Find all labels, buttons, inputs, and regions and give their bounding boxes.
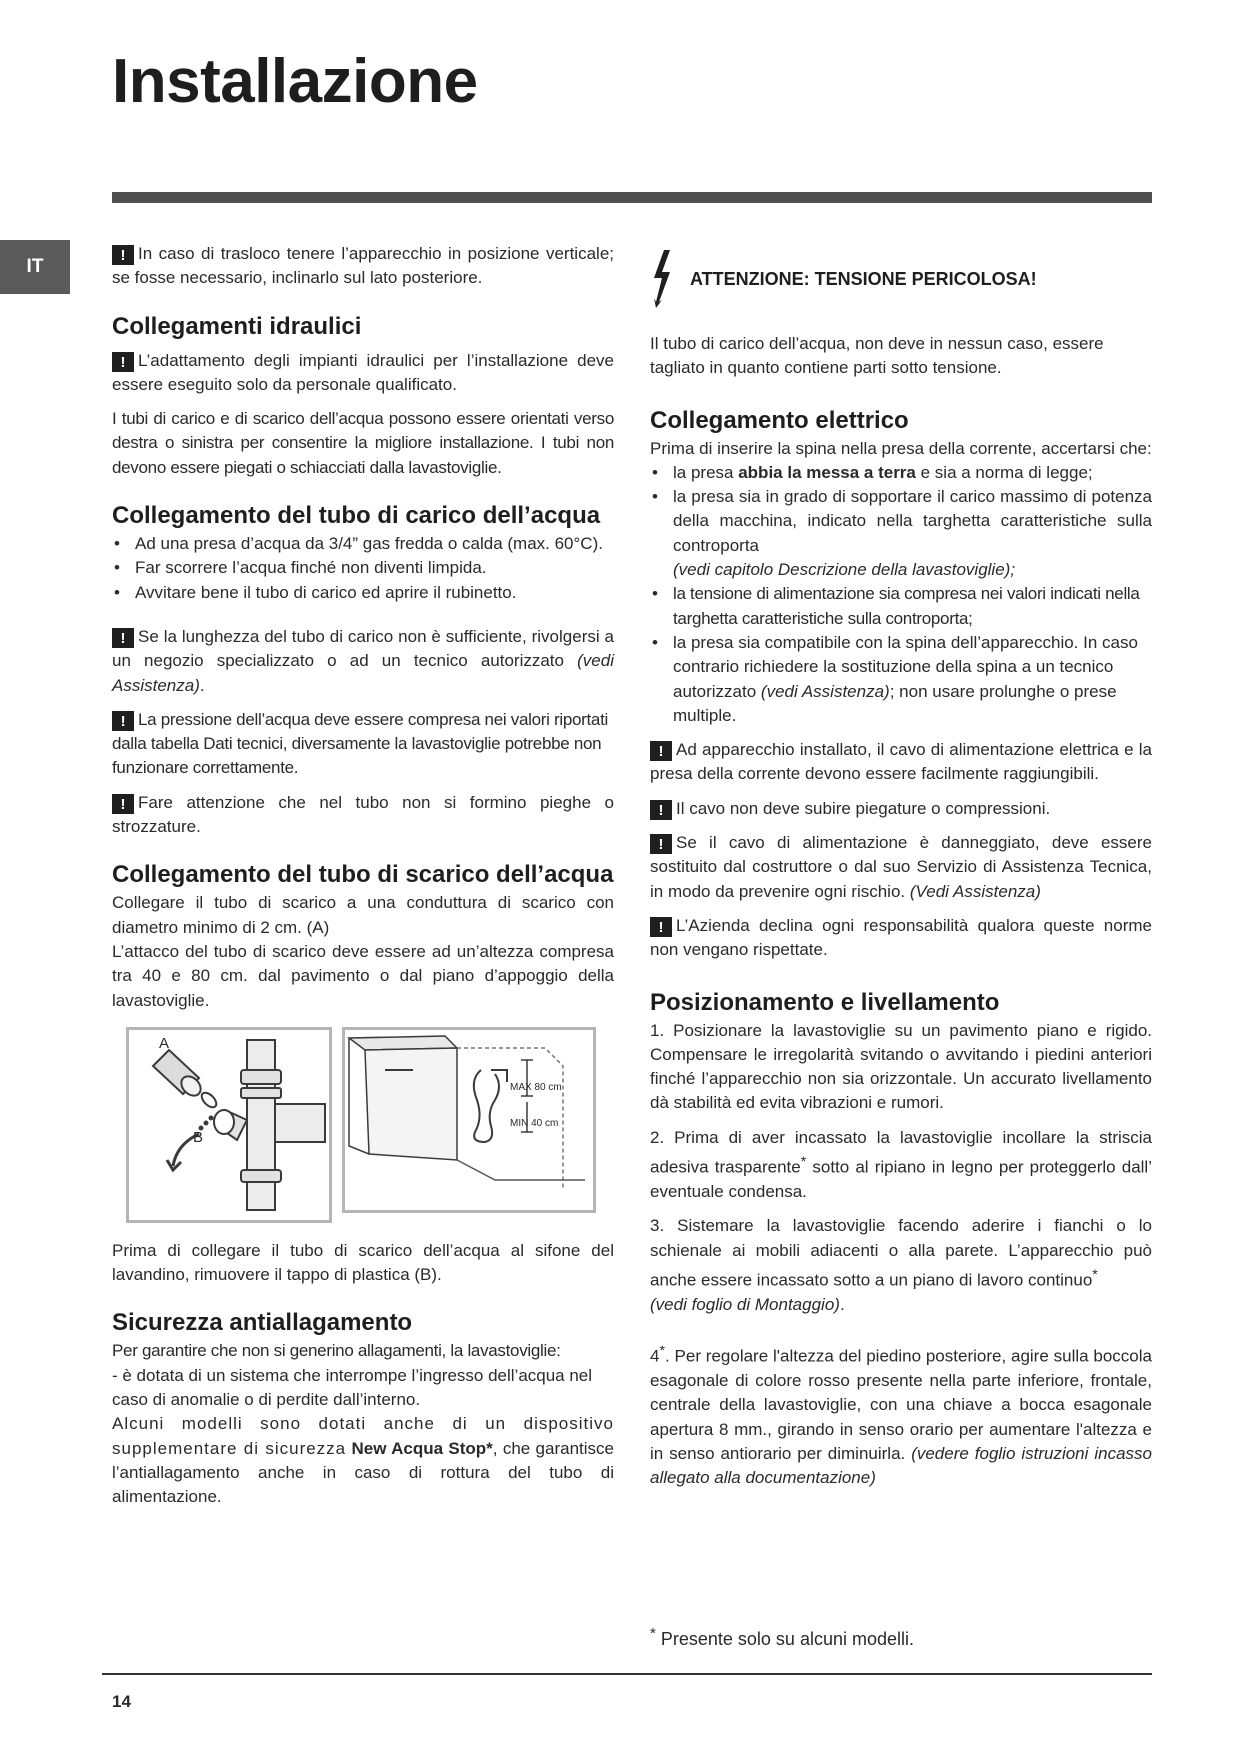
- heading-sicurezza: Sicurezza antiallagamento: [112, 1309, 413, 1337]
- warning-icon: !: [112, 628, 134, 648]
- warning-icon: !: [112, 352, 134, 372]
- sicurezza-paragraph-2: - è dotata di un sistema che interrompe l’ingresso dell’acqua nel caso di anomalie o di perdite dall’interno.: [112, 1365, 593, 1410]
- language-tab: IT: [0, 240, 70, 294]
- page-number: 14: [112, 1692, 131, 1711]
- scarico-paragraph-2: L’attacco del tubo di scarico deve essere ad un’altezza compresa tra 40 e 80 cm. dal pavimento o dal piano d’appoggio della lavastoviglie.: [112, 941, 614, 1010]
- label-a: A: [159, 1034, 170, 1052]
- elettrico-intro: Prima di inserire la spina nella presa della corrente, accertarsi che:: [650, 438, 1152, 458]
- posizionamento-paragraph-3: 3. Sistemare la lavastoviglie facendo aderire i fianchi o lo schienale ai mobili adiacenti o alla parete. L’apparecchio può anche essere incassato sotto a un piano di lavoro continuo* (vedi foglio di Montaggio).: [650, 1216, 1152, 1314]
- cavo-note: ! Il cavo non deve subire piegature o compressioni.: [650, 797, 1152, 821]
- sicurezza-paragraph-1: Per garantire che non si generino allagamenti, la lavastoviglie:: [112, 1341, 561, 1361]
- heading-collegamenti-idraulici: Collegamenti idraulici: [112, 312, 362, 340]
- warning-icon: !: [650, 800, 672, 820]
- high-voltage-icon: [650, 248, 674, 310]
- list-item: • la presa sia in grado di sopportare il carico massimo di potenza della macchina, indicato nella targhetta caratteristiche sulla controporta (vedi capitolo Descrizione della lavastoviglie);: [650, 485, 1152, 582]
- adattamento-note: ! L’adattamento degli impianti idraulici per l’installazione deve essere eseguito solo da personale qualificato.: [112, 350, 614, 394]
- page-title: Installazione: [112, 47, 478, 116]
- posizionamento-paragraph-4: 4*. Per regolare l'altezza del piedino posteriore, agire sulla boccola esagonale di colore rosso presente nella parte inferiore, frontale, centrale della lavastoviglie, con una chiave a bocca esagonale apertura 8 mm., girando in senso orario per aumentare l'altezza e in senso antiorario per diminuirla. (vedere foglio istruzioni incasso allegato alla documentazione): [650, 1343, 1152, 1488]
- carico-list: [112, 532, 614, 605]
- left-column: [112, 242, 614, 1520]
- azienda-note: ! L’Azienda declina ogni responsabilità qualora queste norme non vengano rispettate.: [650, 915, 1152, 960]
- posizionamento-paragraph-1: 1. Posizionare la lavastoviglie su un pavimento piano e rigido. Compensare le irregolarità svitando o avvitando i piedini anteriori finché l’apparecchio non sia orizzontale. Un accurato livellamento dà stabilità ed evita vibrazioni e rumori.: [650, 1020, 1152, 1113]
- tubo-tensione-paragraph: Il tubo di carico dell’acqua, non deve in nessun caso, essere tagliato in quanto contiene parti sotto tensione.: [650, 334, 1104, 378]
- list-item: • la presa abbia la messa a terra e sia a norma di legge;: [650, 461, 1152, 485]
- sifone-paragraph: Prima di collegare il tubo di scarico dell’acqua al sifone del lavandino, rimuovere il tappo di plastica (B).: [112, 1240, 614, 1285]
- warning-icon: !: [650, 917, 672, 937]
- title-rule: [112, 192, 1152, 203]
- siphon-figure: [126, 1027, 332, 1223]
- siphon-illustration: [129, 1030, 329, 1220]
- list-item: • Ad una presa d’acqua da 3/4” gas fredda o calda (max. 60°C).: [112, 532, 614, 556]
- voltage-warning-title: ATTENZIONE: TENSIONE PERICOLOSA!: [690, 268, 1037, 289]
- warning-icon: !: [650, 741, 672, 761]
- pieghe-note: ! Fare attenzione che nel tubo non si formino pieghe o strozzature.: [112, 792, 614, 837]
- posizionamento-paragraph-2: 2. Prima di aver incassato la lavastoviglie incollare la striscia adesiva trasparente* sotto al ripiano in legno per proteggerlo dall’ eventuale condensa.: [650, 1127, 1152, 1201]
- bottom-rule: [102, 1673, 1152, 1675]
- list-item: • Avvitare bene il tubo di carico ed aprire il rubinetto.: [112, 581, 614, 605]
- sicurezza-paragraph-3: Alcuni modelli sono dotati anche di un dispositivo supplementare di sicurezza New Acqua Stop*, che garantisce l’antiallagamento anche in caso di rottura del tubo di alimentazione.: [112, 1414, 614, 1507]
- list-item: • Far scorrere l’acqua finché non diventi limpida.: [112, 556, 614, 580]
- dishwasher-illustration: [345, 1030, 593, 1210]
- warning-icon: !: [112, 794, 134, 814]
- label-b: B: [193, 1128, 204, 1146]
- warning-icon: !: [650, 834, 672, 854]
- drain-figures: [126, 1027, 614, 1223]
- warning-icon: !: [112, 245, 134, 265]
- min-height-label: MIN 40 cm: [510, 1117, 559, 1129]
- danneggiato-note: ! Se il cavo di alimentazione è danneggiato, deve essere sostituito dal costruttore o dal suo Servizio di Assistenza Tecnica, in modo da prevenire ogni rischio. (Vedi Assistenza): [650, 833, 1152, 901]
- list-item: • la tensione di alimentazione sia compresa nei valori indicati nella targhetta caratteristiche sulla controporta;: [650, 582, 1152, 631]
- pressione-note: ! La pressione dell’acqua deve essere compresa nei valori riportati dalla tabella Dati tecnici, diversamente la lavastoviglie potrebbe non funzionare correttamente.: [112, 709, 608, 778]
- elettrico-list: [650, 461, 1152, 728]
- right-column: [650, 242, 1152, 1501]
- heading-posizionamento: Posizionamento e livellamento: [650, 988, 1000, 1016]
- heading-collegamento-elettrico: Collegamento elettrico: [650, 406, 909, 434]
- heading-tubo-carico: Collegamento del tubo di carico dell’acqua: [112, 502, 601, 530]
- warning-icon: !: [112, 711, 134, 731]
- footnote: * Presente solo su alcuni modelli.: [650, 1625, 914, 1649]
- tubi-paragraph: I tubi di carico e di scarico dell’acqua possono essere orientati verso destra o sinistra per consentire la migliore installazione. I tubi non devono essere piegati o schiacciati dalla lavastoviglie.: [112, 409, 614, 477]
- scarico-paragraph-1: Collegare il tubo di scarico a una conduttura di scarico con diametro minimo di 2 cm. (A): [112, 893, 614, 937]
- trasloco-note: ! In caso di trasloco tenere l’apparecchio in posizione verticale; se fosse necessario, inclinarlo sul lato posteriore.: [112, 244, 614, 288]
- list-item: • la presa sia compatibile con la spina dell’apparecchio. In caso contrario richiedere la sostituzione della spina a un tecnico autorizzato (vedi Assistenza); non usare prolunghe o prese multiple.: [650, 631, 1152, 728]
- lunghezza-note: ! Se la lunghezza del tubo di carico non è sufficiente, rivolgersi a un negozio specializzato o ad un tecnico autorizzato (vedi Assistenza).: [112, 626, 614, 695]
- max-height-label: MAX 80 cm: [510, 1081, 562, 1093]
- installation-height-figure: [342, 1027, 596, 1213]
- heading-tubo-scarico: Collegamento del tubo di scarico dell’acqua: [112, 861, 614, 889]
- installato-note: ! Ad apparecchio installato, il cavo di alimentazione elettrica e la presa della corrente devono essere facilmente raggiungibili.: [650, 740, 1152, 784]
- voltage-warning: [650, 248, 1152, 310]
